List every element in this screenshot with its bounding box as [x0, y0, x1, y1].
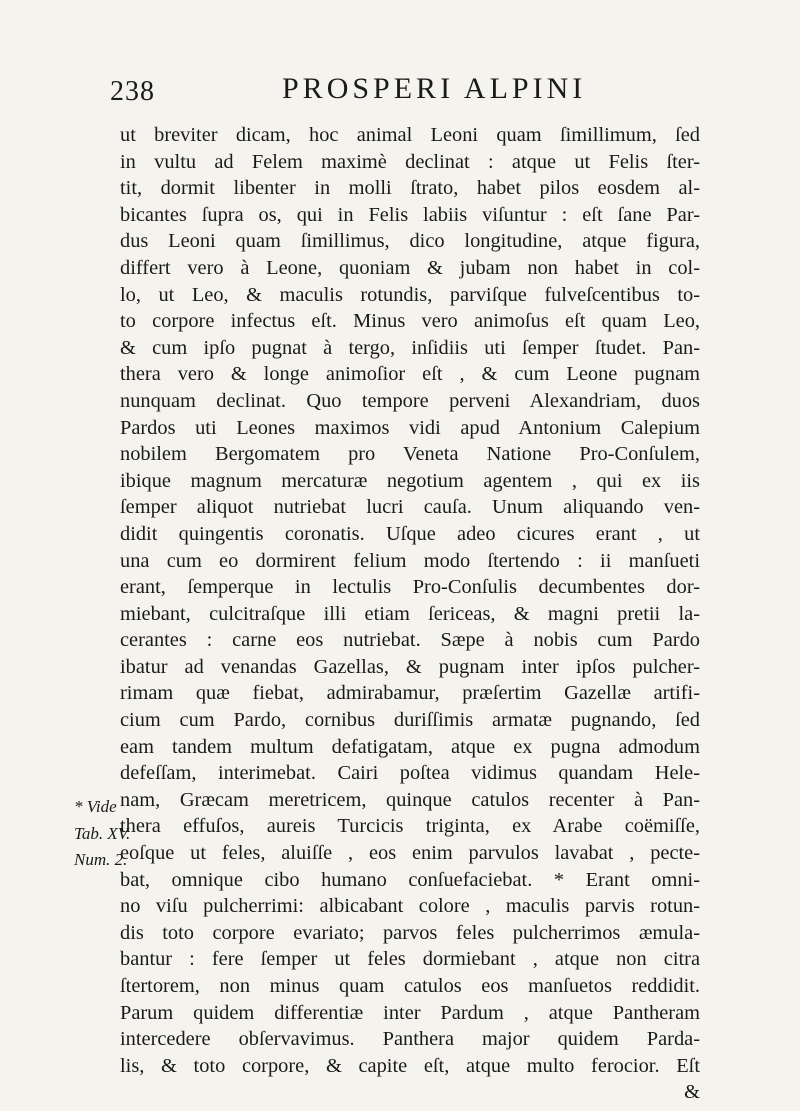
- text-line: ibique magnum mercaturæ negotium agentem , qui ex iis: [120, 469, 700, 492]
- text-line: didit quingentis coronatis. Uſque adeo cicures erant , ut: [120, 522, 700, 545]
- text-line: lo, ut Leo, & maculis rotundis, parviſque fulveſcentibus to-: [120, 283, 700, 306]
- text-line: nobilem Bergomatem pro Veneta Natione Pro-Conſulem,: [120, 443, 700, 466]
- text-line: defeſſam, interimebat. Cairi poſtea vidimus quandam Hele-: [120, 762, 700, 785]
- text-line: intercedere obſervavimus. Panthera major quidem Parda-: [120, 1028, 700, 1051]
- text-line: bicantes ſupra os, qui in Felis labiis viſuntur : eſt ſane Par-: [120, 203, 700, 226]
- body-text: [120, 122, 700, 1106]
- margin-note-line: Num. 2.: [74, 850, 128, 870]
- text-line: thera effuſos, aureis Turcicis triginta, ex Arabe coëmiſſe,: [120, 815, 700, 838]
- text-line: lis, & toto corpore, & capite eſt, atque multo ferocior. Eſt: [120, 1054, 700, 1077]
- margin-note-line: * Vide: [74, 797, 117, 816]
- margin-note-line: Tab. XV.: [74, 823, 131, 843]
- page-header: [110, 72, 690, 112]
- text-line: ibatur ad venandas Gazellas, & pugnam inter ipſos pulcher-: [120, 655, 700, 678]
- text-line: Parum quidem differentiæ inter Pardum , atque Pantheram: [120, 1001, 700, 1024]
- text-line: nunquam declinat. Quo tempore perveni Alexandriam, duos: [120, 389, 700, 412]
- text-line: ſtertorem, non minus quam catulos eos manſuetos reddidit.: [120, 975, 700, 997]
- text-line: differt vero à Leone, quoniam & jubam non habet in col-: [120, 256, 700, 279]
- text-line: una cum eo dormirent felium modo ſtertendo : ii manſueti: [120, 549, 700, 572]
- text-line: dus Leoni quam ſimillimus, dico longitudine, atque figura,: [120, 230, 700, 253]
- text-line: no viſu pulcherrimi: albicabant colore , maculis parvis rotun-: [120, 895, 700, 918]
- text-line: to corpore infectus eſt. Minus vero animoſus eſt quam Leo,: [120, 310, 700, 333]
- text-line: & cum ipſo pugnat à tergo, inſidiis uti ſemper ſtudet. Pan-: [120, 336, 700, 359]
- text-line: ſemper aliquot nutriebat lucri cauſa. Unum aliquando ven-: [120, 496, 700, 519]
- text-line: bat, omnique cibo humano conſuefaciebat. * Erant omni-: [120, 868, 700, 891]
- text-line: eoſque ut feles, aluiſſe , eos enim parvulos lavabat , pecte-: [120, 842, 700, 865]
- text-line: Pardos uti Leones maximos vidi apud Antonium Calepium: [120, 416, 700, 439]
- text-line: rimam quæ fiebat, admirabamur, præſertim Gazellæ artifi-: [120, 682, 700, 705]
- running-head: PROSPERI ALPINI: [282, 72, 587, 105]
- text-line: nam, Græcam meretricem, quinque catulos recenter à Pan-: [120, 788, 700, 811]
- text-line: erant, ſemperque in lectulis Pro-Conſulis decumbentes dor-: [120, 576, 700, 599]
- text-line: cerantes : carne eos nutriebat. Sæpe à nobis cum Pardo: [120, 629, 700, 652]
- text-line: bantur : fere ſemper ut feles dormiebant , atque non citra: [120, 948, 700, 971]
- text-line: tit, dormit libenter in molli ſtrato, habet pilos eosdem al-: [120, 177, 700, 200]
- text-line: eam tandem multum defatigatam, atque ex pugna admodum: [120, 735, 700, 758]
- text-line: ut breviter dicam, hoc animal Leoni quam ſimillimum, ſed: [120, 124, 700, 146]
- catchword: &: [684, 1081, 700, 1104]
- text-line: in vultu ad Felem maximè declinat : atque ut Felis ſter-: [120, 150, 700, 173]
- text-line: dis toto corpore evariato; parvos feles pulcherrimos æmula-: [120, 921, 700, 944]
- text-line: cium cum Pardo, cornibus duriſſimis armatæ pugnando, ſed: [120, 709, 700, 732]
- margin-note: [74, 794, 138, 874]
- text-line: thera vero & longe animoſior eſt , & cum Leone pugnam: [120, 363, 700, 386]
- page-number: 238: [110, 76, 155, 107]
- text-line: miebant, culcitraſque illi etiam ſericeas, & magni pretii la-: [120, 602, 700, 625]
